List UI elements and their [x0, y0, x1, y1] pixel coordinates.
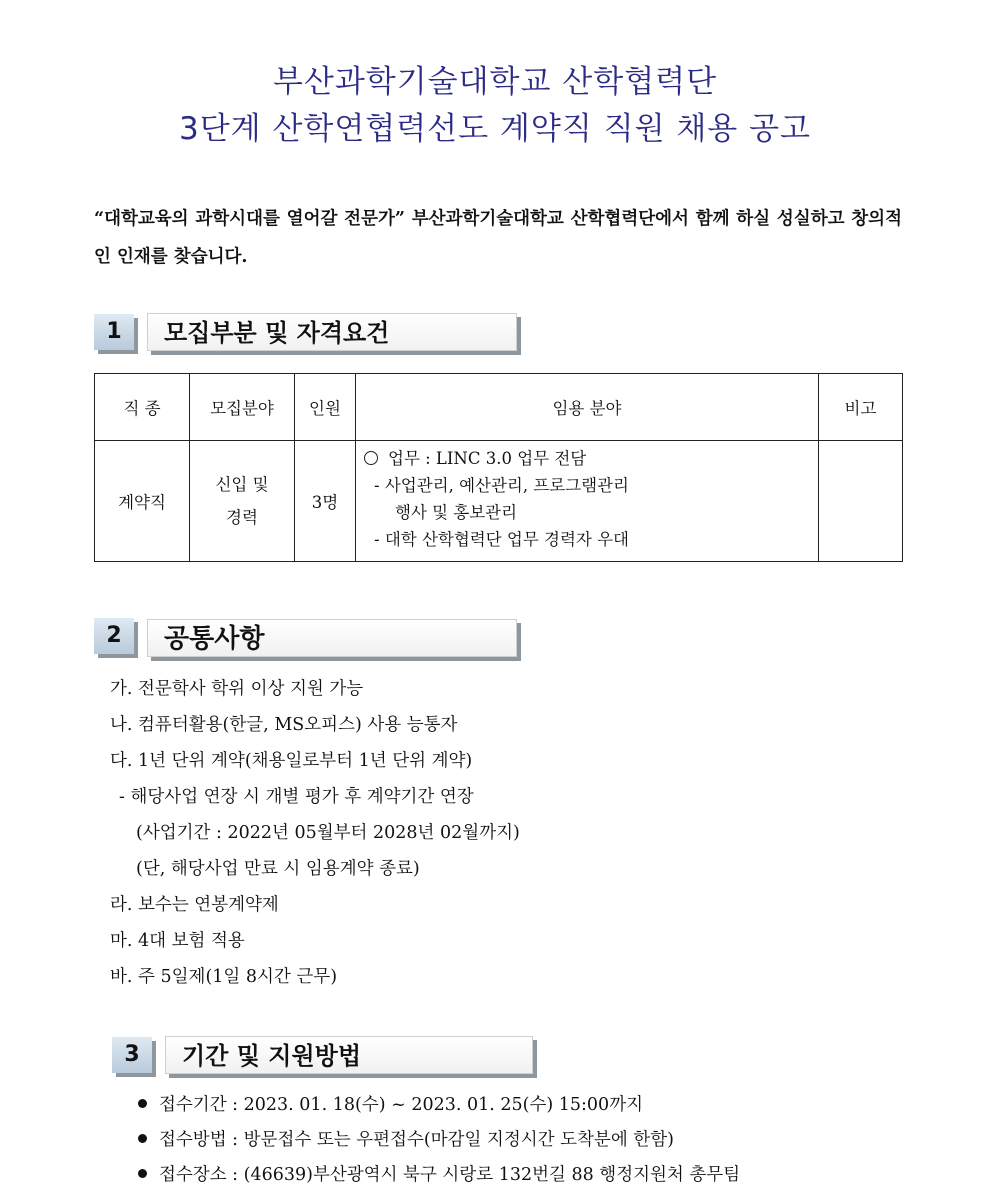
header-note: 비고 [819, 374, 903, 441]
cell-duty [356, 441, 819, 562]
duty-main [364, 445, 818, 472]
cell-note [819, 441, 903, 562]
section1-number: 1 [94, 314, 134, 350]
circle-icon [364, 451, 378, 465]
duty-main-text: 업무 : LINC 3.0 업무 전담 [388, 449, 587, 468]
page-title-line2: 3단계 산학연협력선도 계약직 직원 채용 공고 [178, 111, 812, 147]
section2-number: 2 [94, 618, 134, 654]
table-row [95, 441, 903, 562]
cell-count: 3명 [295, 441, 356, 562]
cell-field-line1: 신입 및 [215, 475, 269, 494]
section3-title: 기간 및 지원방법 [165, 1036, 533, 1074]
common-item: - 해당사업 연장 시 개별 평가 후 계약기간 연장 [119, 787, 474, 807]
cell-job-type: 계약직 [95, 441, 190, 562]
apply-item-text: 접수기간 : 2023. 01. 18(수) ~ 2023. 01. 25(수) 15:00까지 [159, 1095, 644, 1115]
common-item: 가. 전문학사 학위 이상 지원 가능 [110, 679, 364, 699]
common-item: (단, 해당사업 만료 시 임용계약 종료) [136, 859, 420, 879]
common-item: 나. 컴퓨터활용(한글, MS오피스) 사용 능통자 [110, 715, 458, 735]
bullet-icon [138, 1134, 147, 1143]
header-duty: 임용 분야 [356, 374, 819, 441]
bullet-icon [138, 1099, 147, 1108]
intro-text: “대학교육의 과학시대를 열어갈 전문가” 부산과학기술대학교 산학협력단에서 함께 하실 성실하고 창의적인 인재를 찾습니다. [94, 209, 902, 267]
common-item: 바. 주 5일제(1일 8시간 근무) [110, 967, 338, 987]
apply-item-text: 접수방법 : 방문접수 또는 우편접수(마감일 지정시간 도착분에 한함) [159, 1130, 674, 1150]
table-header-row [95, 374, 903, 441]
bullet-icon [138, 1169, 147, 1178]
apply-item [138, 1126, 674, 1151]
section1-title: 모집부분 및 자격요건 [147, 313, 517, 351]
apply-item [138, 1161, 740, 1186]
duty-sub2: 행사 및 홍보관리 [395, 503, 518, 522]
section3-number: 3 [112, 1037, 152, 1073]
header-count: 인원 [295, 374, 356, 441]
common-item: 라. 보수는 연봉계약제 [110, 895, 279, 915]
cell-field-line2: 경력 [226, 508, 258, 527]
common-item: 다. 1년 단위 계약(채용일로부터 1년 단위 계약) [110, 751, 473, 771]
apply-item-text: 접수장소 : (46639)부산광역시 북구 시랑로 132번길 88 행정지원처 총무팀 [159, 1165, 741, 1185]
common-item: (사업기간 : 2022년 05월부터 2028년 02월까지) [136, 823, 520, 843]
duty-sub3: - 대학 산학협력단 업무 경력자 우대 [374, 530, 629, 549]
common-item: 마. 4대 보험 적용 [110, 931, 245, 951]
cell-field [190, 441, 295, 562]
section2-title: 공통사항 [147, 619, 517, 657]
header-field: 모집분야 [190, 374, 295, 441]
recruit-table [94, 373, 903, 562]
page-title-line1: 부산과학기술대학교 산학협력단 [272, 64, 718, 100]
apply-item [138, 1091, 643, 1116]
duty-sub1: - 사업관리, 예산관리, 프로그램관리 [374, 476, 629, 495]
header-job-type: 직 종 [95, 374, 190, 441]
